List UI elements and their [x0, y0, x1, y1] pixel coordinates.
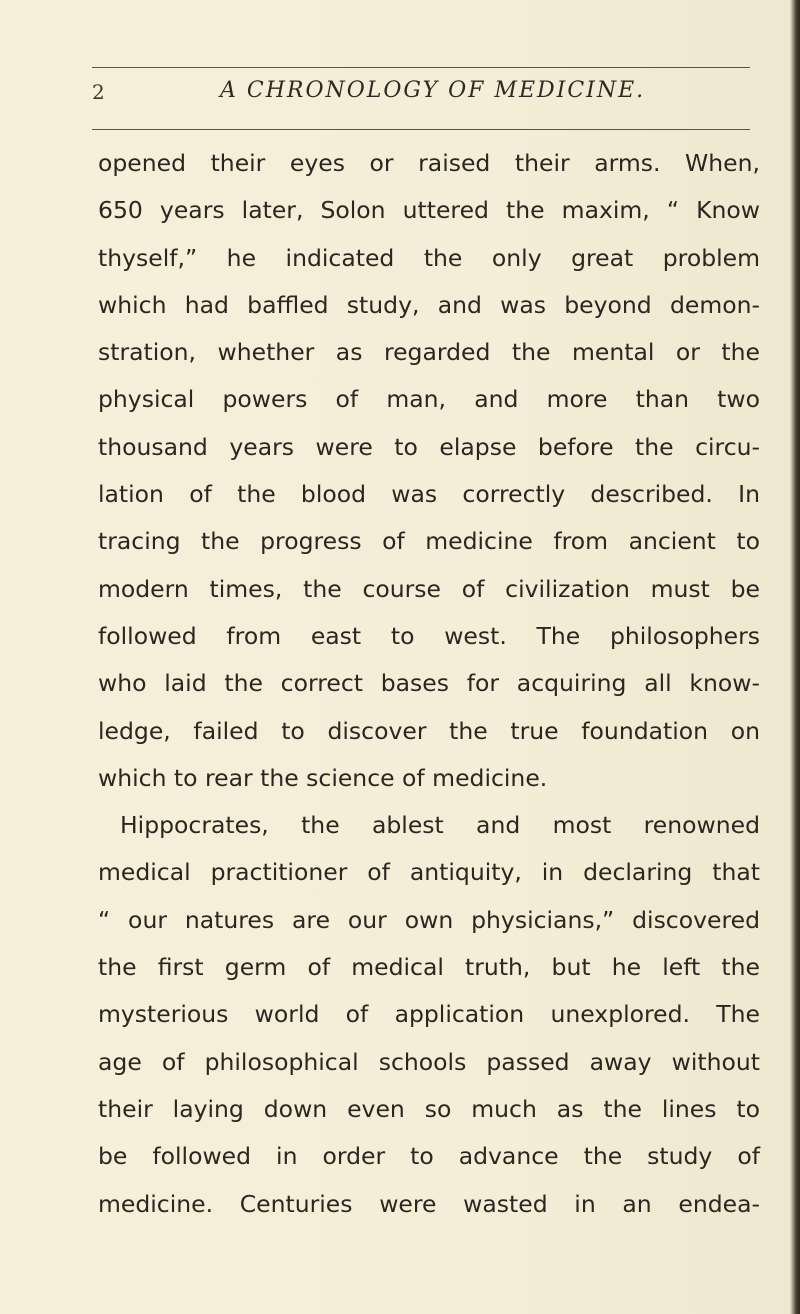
- page-header: [92, 80, 750, 116]
- page-edge-shadow: [790, 0, 800, 1314]
- text-line: tracing the progress of medicine from ancient to: [98, 527, 760, 556]
- text-line: 650 years later, Solon uttered the maxim, “ Know: [98, 196, 760, 225]
- text-line: opened their eyes or raised their arms. When,: [98, 149, 760, 177]
- text-line: be followed in order to advance the study of: [98, 1142, 760, 1171]
- text-line: medicine. Centuries were wasted in an endea-: [98, 1189, 760, 1218]
- header-rule-top: [92, 67, 750, 68]
- text-line: which had baffled study, and was beyond demon-: [98, 290, 760, 319]
- text-line: age of philosophical schools passed away without: [98, 1047, 760, 1076]
- text-line: medical practitioner of antiquity, in declaring that: [98, 858, 760, 887]
- text-line: lation of the blood was correctly described. In: [98, 480, 760, 509]
- text-line: their laying down even so much as the lines to: [98, 1094, 760, 1123]
- text-line: followed from east to west. The philosophers: [98, 621, 760, 650]
- text-line: mysterious world of application unexplored. The: [98, 1000, 760, 1029]
- text-line: physical powers of man, and more than two: [98, 385, 760, 414]
- page-number: 2: [92, 80, 105, 104]
- text-line: thyself,” he indicated the only great problem: [98, 243, 760, 272]
- text-line: “ our natures are our own physicians,” discovered: [98, 905, 760, 934]
- text-line: Hippocrates, the ablest and most renowned: [120, 811, 760, 840]
- text-line: thousand years were to elapse before the circu-: [98, 432, 760, 461]
- text-line: stration, whether as regarded the mental or the: [98, 338, 760, 367]
- text-line: who laid the correct bases for acquiring all know-: [98, 669, 760, 698]
- header-rule-bottom: [92, 129, 750, 130]
- text-line: ledge, failed to discover the true foundation on: [98, 716, 760, 745]
- text-line: the first germ of medical truth, but he left the: [98, 953, 760, 982]
- text-line: modern times, the course of civilization must be: [98, 574, 760, 603]
- body-text: [98, 140, 760, 1228]
- running-title: A CHRONOLOGY OF MEDICINE.: [220, 78, 646, 103]
- text-line: which to rear the science of medicine.: [98, 763, 548, 792]
